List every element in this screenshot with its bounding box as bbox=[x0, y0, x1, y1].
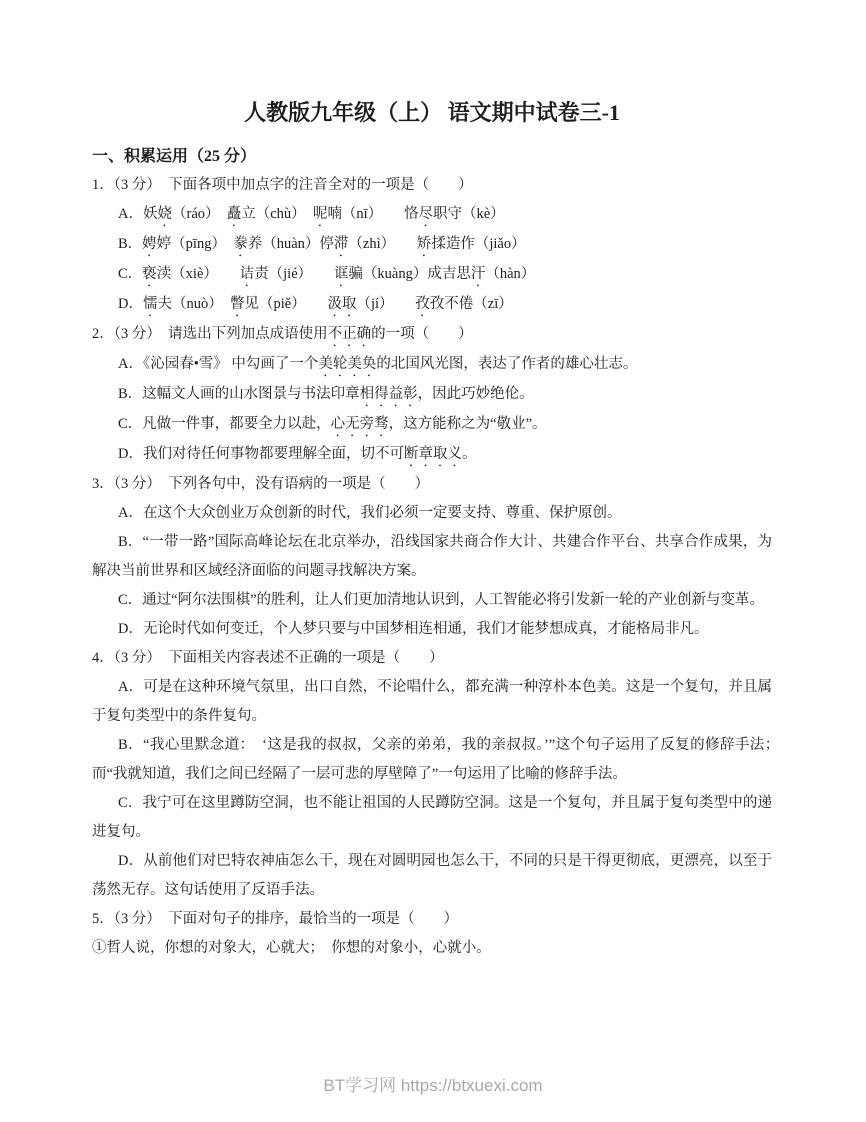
question-2 bbox=[92, 320, 772, 470]
question-3 bbox=[92, 470, 772, 644]
q1-stem: 1．（3 分） 下面各项中加点字的注音全对的一项是（ ） bbox=[92, 177, 473, 193]
q1-option-a: A．妖娆（ráo） 矗立（chù） 呢喃（nī） 恪尽职守（kè） bbox=[118, 206, 505, 222]
q3-option-a: A．在这个大众创业万众创新的时代，我们必须一定要支持、尊重、保护原创。 bbox=[118, 505, 622, 521]
q4-option-b: B．“我心里默念道： ‘这是我的叔叔，父亲的弟弟，我的亲叔叔。’”这个句子运用了反复的修辞手法； 而“我就知道，我们之间已经隔了一层可悲的厚壁障了”一句运用了比喻的修辞手法。 bbox=[92, 737, 787, 782]
q1-option-b: B．娉婷（pīng） 豢养（huàn）停滞（zhì） 矫揉造作（jiǎo） bbox=[118, 236, 526, 252]
q5-sentence-1: ①哲人说，你想的对象大，心就大； 你想的对象小，心就小。 bbox=[92, 940, 491, 956]
q4-option-d: D．从前他们对巴特农神庙怎么干，现在对圆明园也怎么干，不同的只是干得更彻底，更漂亮，以至于荡然无存。这句话使用了反语手法。 bbox=[92, 853, 772, 898]
question-1 bbox=[92, 171, 772, 320]
q3-option-b: B．“一带一路”国际高峰论坛在北京举办，沿线国家共商合作大计、共建合作平台、共享合作成果，为解决当前世界和区域经济面临的问题寻找解决方案。 bbox=[92, 534, 772, 579]
q3-option-d: D．无论时代如何变迁，个人梦只要与中国梦相连相通，我们才能梦想成真，才能格局非凡。 bbox=[118, 621, 709, 637]
q1-option-d: D．懦夫（nuò） 瞥见（piě） 汲取（jí） 孜孜不倦（zī） bbox=[118, 296, 513, 312]
q4-option-a: A．可是在这种环境气氛里，出口自然，不论唱什么，都充满一种淳朴本色美。这是一个复句，并且属于复句类型中的条件复句。 bbox=[92, 679, 772, 724]
section-heading: 一、积累运用（25 分） bbox=[92, 148, 257, 165]
question-4 bbox=[92, 644, 787, 905]
q1-option-c: C．亵渎（xiè） 诘责（jié） 诓骗（kuàng）成吉思汗（hàn） bbox=[118, 266, 536, 282]
q4-stem: 4．（3 分） 下面相关内容表述不正确的一项是（ ） bbox=[92, 650, 444, 666]
q2-option-a: A．《沁园春•雪》 中勾画了一个美轮美奂的北国风光图，表达了作者的雄心壮志。 bbox=[118, 356, 638, 372]
q2-option-d: D．我们对待任何事物都要理解全面，切不可断章取义。 bbox=[118, 446, 477, 462]
question-5 bbox=[92, 905, 772, 963]
q2-option-c: C．凡做一件事，都要全力以赴，心无旁骛，这方能称之为“敬业”。 bbox=[118, 416, 547, 432]
q2-stem: 2．（3 分） 请选出下列加点成语使用不正确的一项（ ） bbox=[92, 326, 473, 342]
q2-option-b: B．这幅文人画的山水图景与书法印章相得益彰，因此巧妙绝伦。 bbox=[118, 386, 534, 402]
q3-stem: 3．（3 分） 下列各句中，没有语病的一项是（ ） bbox=[92, 476, 430, 492]
footer-watermark: BT学习网 https://btxuexi.com bbox=[323, 1076, 543, 1095]
q3-option-c: C．通过“阿尔法围棋”的胜利，让人们更加清地认识到，人工智能必将引发新一轮的产业创新与变革。 bbox=[118, 592, 765, 608]
page-title: 人教版九年级（上） 语文期中试卷三-1 bbox=[244, 100, 620, 125]
q4-option-c: C．我宁可在这里蹲防空洞，也不能让祖国的人民蹲防空洞。这是一个复句，并且属于复句类型中的递进复句。 bbox=[92, 795, 772, 840]
q5-stem: 5．（3 分） 下面对句子的排序，最恰当的一项是（ ） bbox=[92, 911, 459, 927]
